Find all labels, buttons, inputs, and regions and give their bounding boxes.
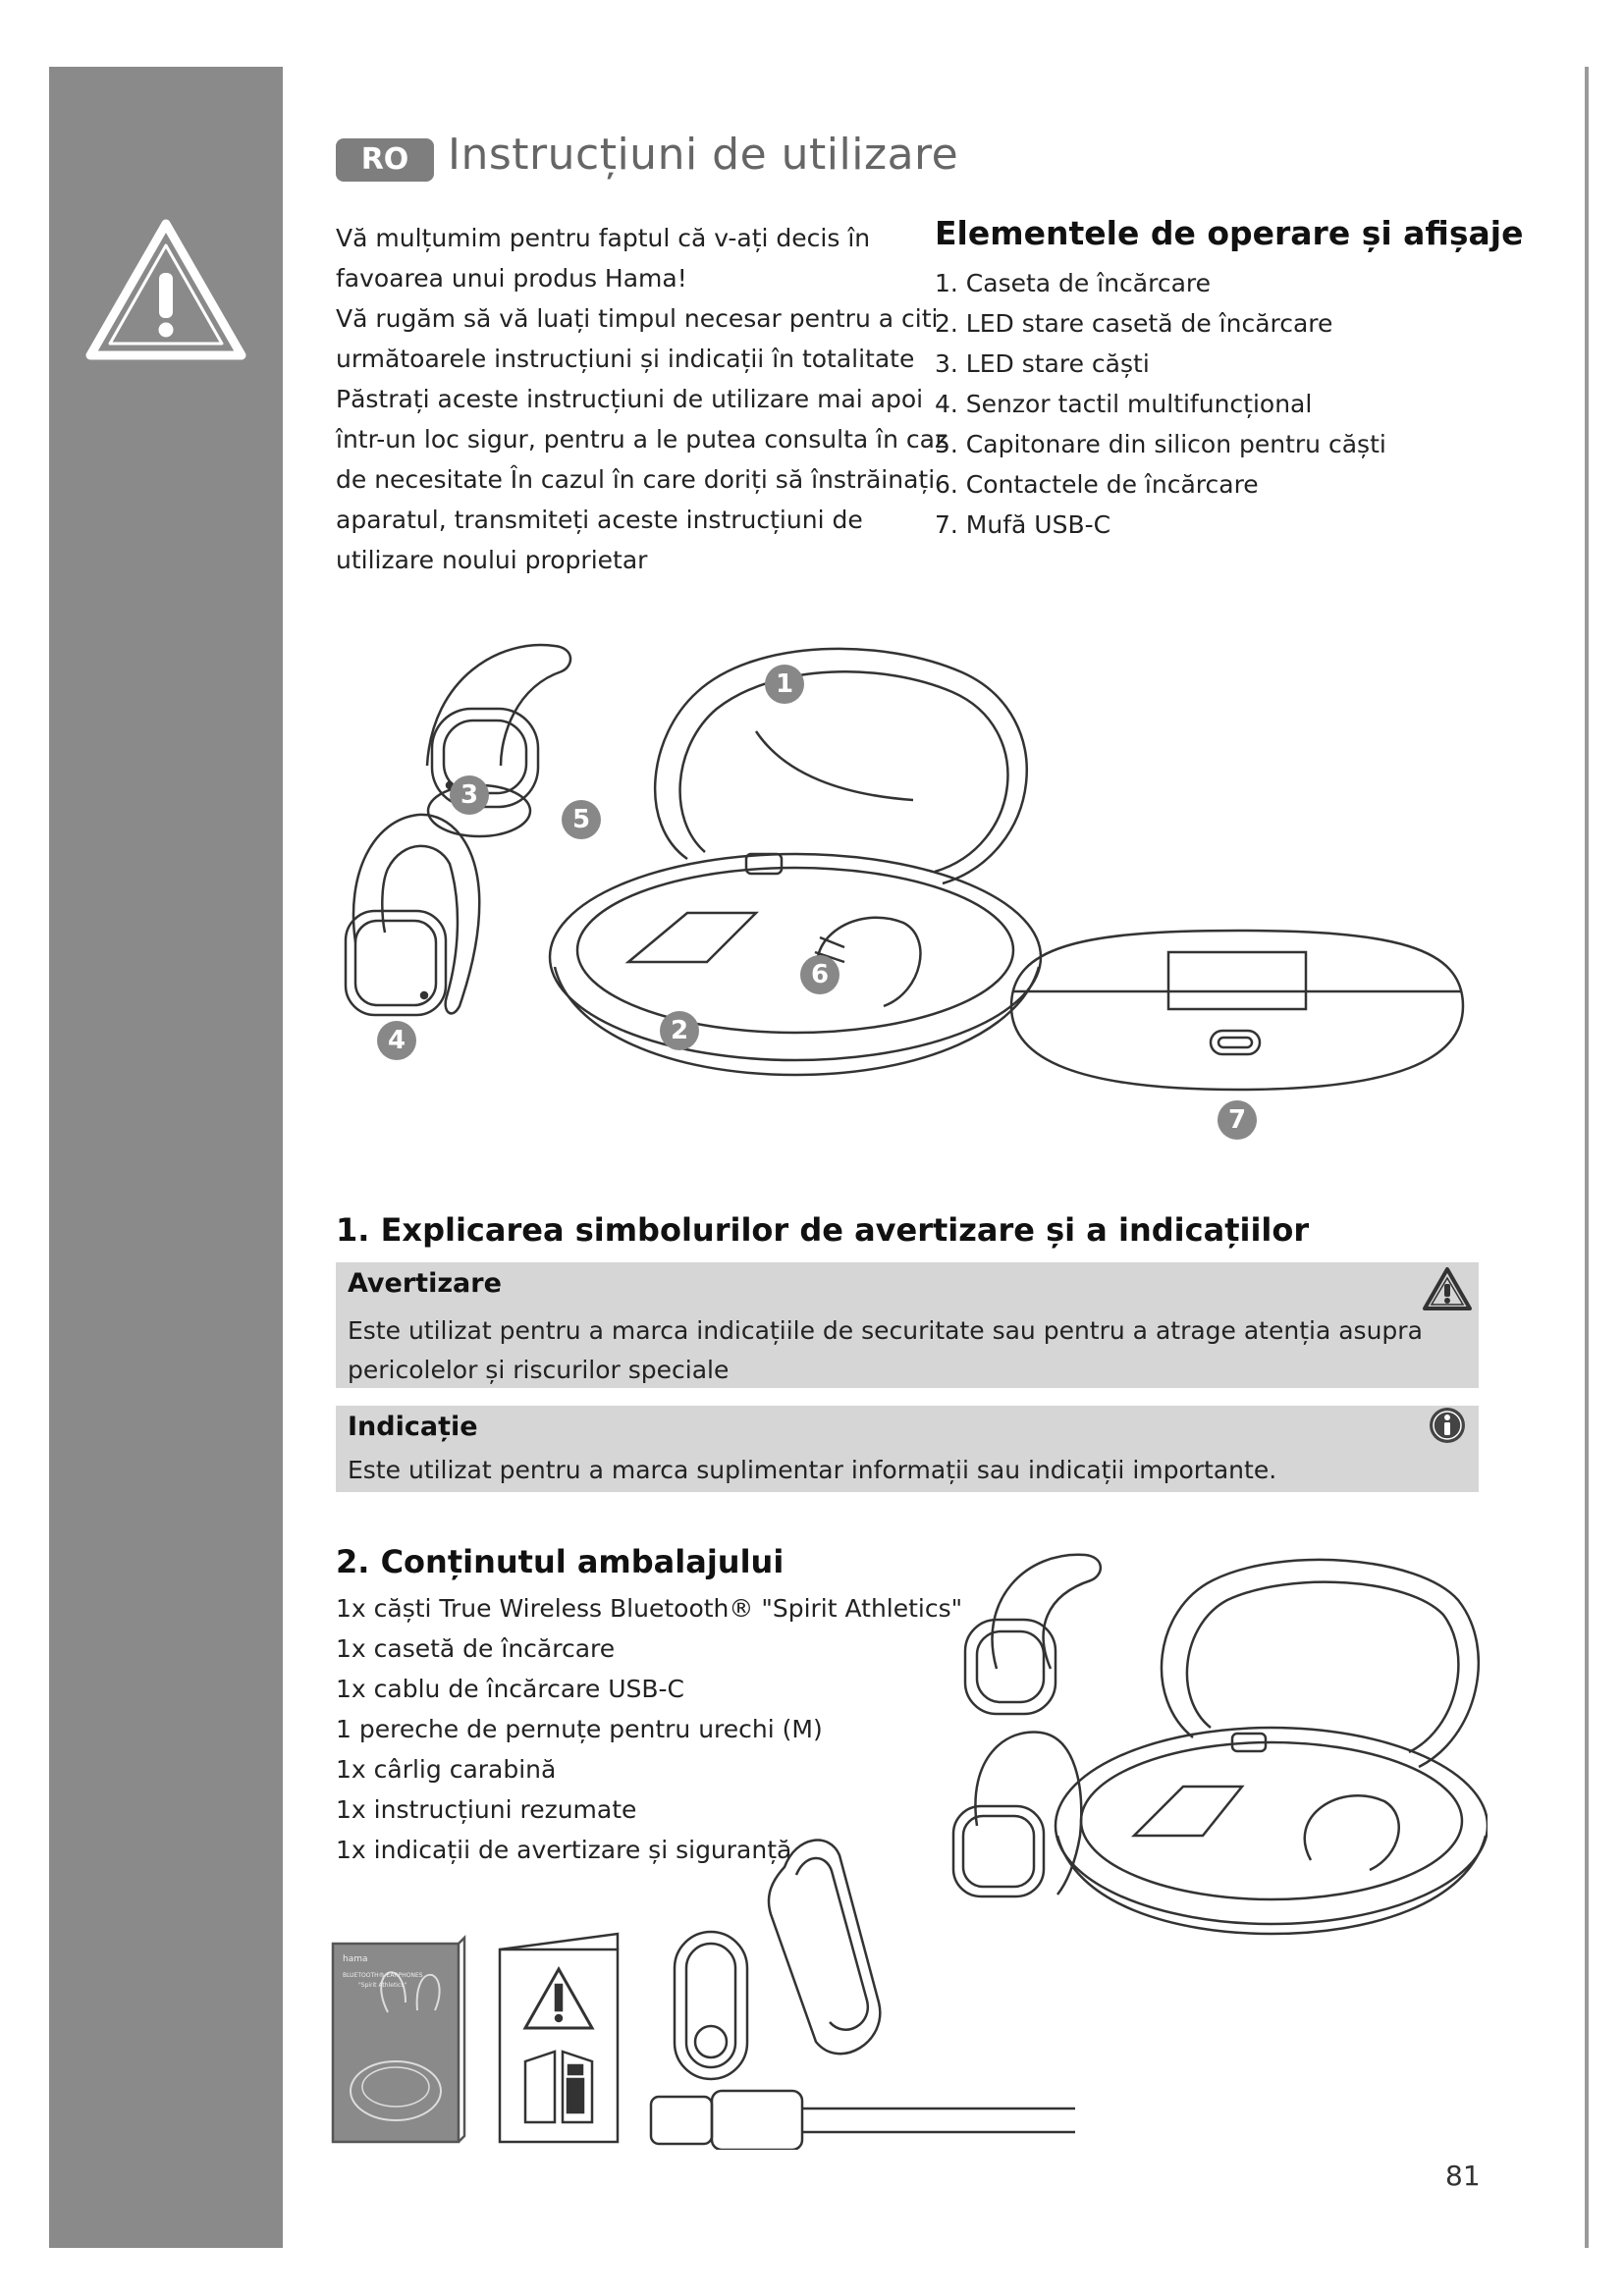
intro-line: utilizare noului proprietar — [336, 546, 648, 574]
list-item: 5. Capitonare din silicon pentru căști — [935, 430, 1386, 458]
earbuds-illustration — [953, 1555, 1101, 1896]
booklet-brand: hama — [343, 1954, 368, 1964]
list-item: 1x indicații de avertizare și siguranță — [336, 1836, 792, 1864]
intro-line: aparatul, transmiteți aceste instrucțiuni de — [336, 506, 863, 534]
callout-3: 3 — [450, 775, 489, 815]
package-contents-illustration — [329, 1541, 1488, 2150]
info-heading: Indicație — [348, 1412, 478, 1442]
usb-c-cable-illustration — [651, 2091, 1075, 2150]
warning-triangle-icon — [1422, 1266, 1473, 1311]
page-number: 81 — [1445, 2160, 1481, 2192]
intro-line: următoarele instrucțiuni și indicații în totalitate — [336, 345, 915, 373]
booklet-product-name: "Spirit Athletics" — [358, 1982, 407, 1989]
callout-2: 2 — [660, 1011, 699, 1050]
intro-line: Vă mulțumim pentru faptul că v-ați decis în — [336, 224, 871, 252]
intro-line: de necesitate În cazul în care doriți să înstrăinați — [336, 465, 936, 494]
charging-case-closed-illustration — [1011, 931, 1463, 1090]
section-1-heading: 1. Explicarea simbolurilor de avertizare și a indicațiilor — [336, 1211, 1310, 1249]
callout-7: 7 — [1218, 1100, 1257, 1140]
warning-text: Este utilizat pentru a marca indicațiile de securitate sau pentru a atrage atenția asupra pericolelor și riscurilor speciale — [348, 1316, 1423, 1384]
warning-heading: Avertizare — [348, 1268, 502, 1299]
list-item: 1 pereche de pernuțe pentru urechi (M) — [336, 1715, 823, 1743]
right-margin-rule — [1585, 67, 1589, 2248]
list-item: 4. Senzor tactil multifuncțional — [935, 390, 1313, 418]
list-item: 1x casetă de încărcare — [336, 1634, 616, 1663]
info-text: Este utilizat pentru a marca suplimentar informații sau indicații importante. — [348, 1456, 1277, 1484]
intro-line: într-un loc sigur, pentru a le putea consulta în caz — [336, 425, 948, 454]
list-item: 1. Caseta de încărcare — [935, 269, 1212, 297]
safety-leaflet — [500, 1934, 618, 2142]
callout-1: 1 — [765, 665, 804, 704]
intro-line: Păstrați aceste instrucțiuni de utilizare mai apoi — [336, 385, 924, 413]
info-icon — [1428, 1406, 1467, 1445]
callout-4: 4 — [377, 1021, 416, 1060]
earbud-left-illustration — [346, 815, 479, 1015]
list-item: 3. LED stare căști — [935, 349, 1150, 378]
intro-line: Vă rugăm să vă luați timpul necesar pentru a citi — [336, 304, 939, 333]
list-item: 1x cablu de încărcare USB-C — [336, 1675, 685, 1703]
callout-6: 6 — [800, 955, 839, 994]
list-item: 6. Contactele de încărcare — [935, 470, 1259, 499]
language-badge: RO — [336, 138, 434, 182]
section-2-heading: 2. Conținutul ambalajului — [336, 1543, 785, 1580]
info-notice — [336, 1406, 1479, 1492]
quick-guide-booklet — [333, 1938, 464, 2142]
charging-case-open-illustration — [550, 649, 1041, 1075]
list-item: 7. Mufă USB-C — [935, 510, 1111, 539]
list-item: 1x căști True Wireless Bluetooth® "Spirit Athletics" — [336, 1594, 963, 1623]
warning-notice — [336, 1262, 1479, 1388]
intro-line: favoarea unui produs Hama! — [336, 264, 687, 293]
product-diagram — [334, 618, 1492, 1168]
earbud-top-illustration — [427, 645, 570, 836]
carabiner-illustration — [675, 1841, 880, 2079]
list-item: 2. LED stare casetă de încărcare — [935, 309, 1333, 338]
list-item: 1x cârlig carabină — [336, 1755, 557, 1784]
left-sidebar-band — [49, 67, 283, 2248]
page-title: Instrucțiuni de utilizare — [448, 130, 959, 180]
list-item: 1x instrucțiuni rezumate — [336, 1795, 637, 1824]
warning-triangle-icon — [84, 218, 247, 363]
callout-5: 5 — [562, 800, 601, 839]
controls-list — [935, 263, 1386, 545]
intro-paragraph — [336, 218, 948, 580]
controls-heading: Elementele de operare și afișaje — [935, 214, 1524, 252]
charging-case-illustration — [1056, 1560, 1488, 1934]
booklet-product-line: BLUETOOTH® EARPHONES — [343, 1972, 423, 1979]
